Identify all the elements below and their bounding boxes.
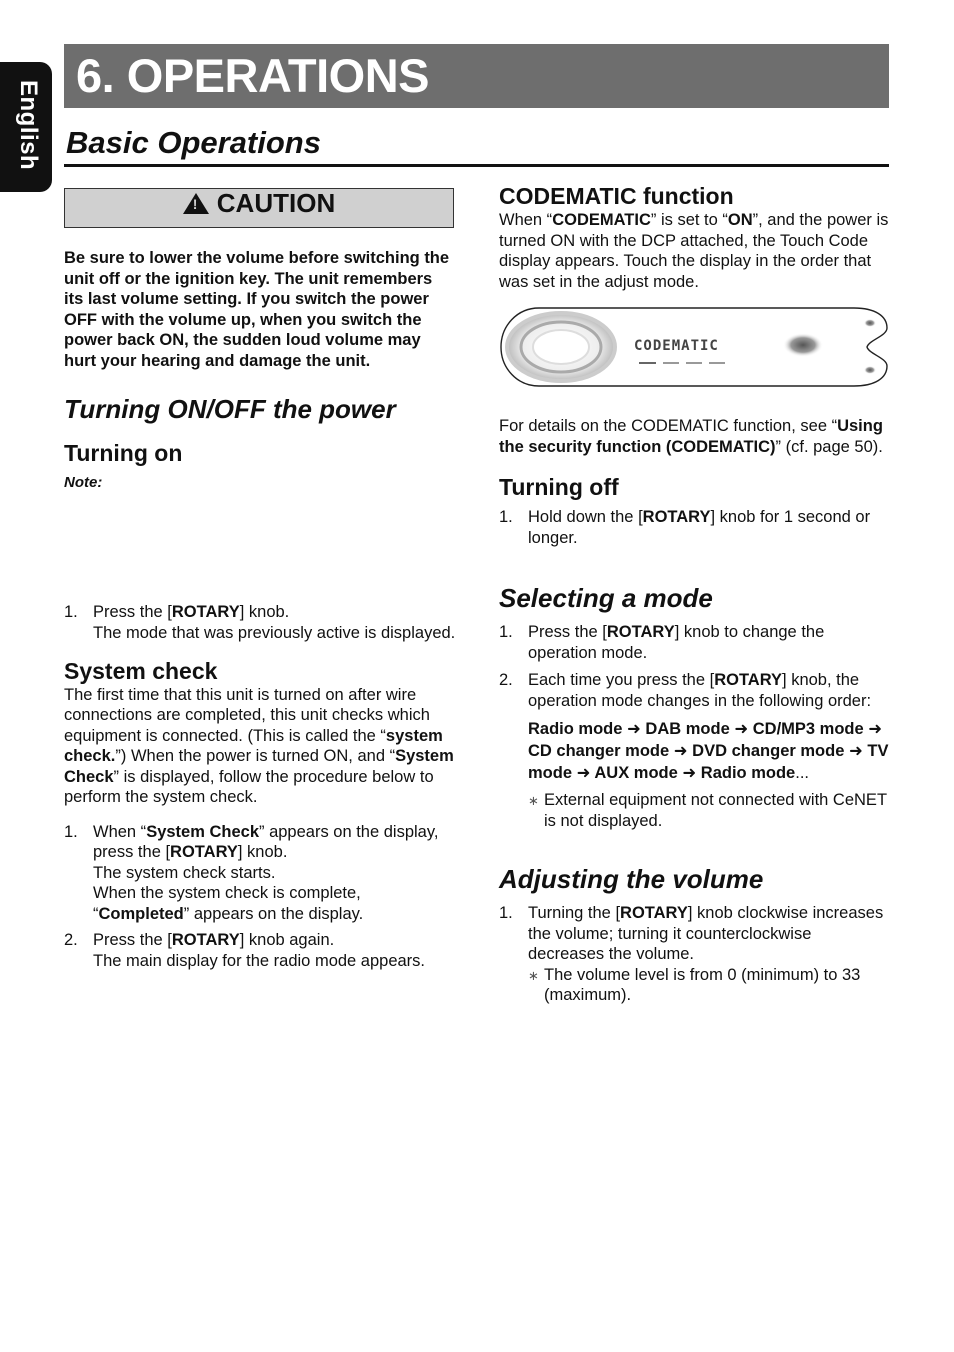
note-label: Note: — [64, 474, 103, 491]
mode-note: ∗ External equipment not connected with CeNET is not displayed. — [528, 791, 887, 830]
mode-sequence: Radio mode ➜ DAB mode ➜ CD/MP3 mode ➜ CD changer mode ➜ DVD changer mode ➜ TV mode ➜ AUX mode ➜ Radio mode... — [528, 720, 889, 782]
codematic-display-text: CODEMATIC — [634, 338, 719, 354]
adjusting-volume-steps — [499, 903, 891, 1006]
caution-box — [64, 188, 454, 228]
turning-on-steps — [64, 602, 456, 644]
list-item: 2. Each time you press the [ROTARY] knob, the operation mode changes in the following order: Radio mode ➜ DAB mode ➜ CD/MP3 mode ➜ CD changer mode ➜ DVD changer mode ➜ TV mode ➜ AUX mode ➜ Radio mode... ∗ External equipment not connected with CeNET is not displayed. — [499, 670, 891, 831]
caution-text: Be sure to lower the volume before switching the unit off or the ignition key. The unit remembers its last volume setting. If you switch the power OFF with the volume up, when you switch the power back ON, the sudden loud volume may hurt your hearing and damage the unit. — [64, 249, 450, 370]
section-header — [64, 122, 889, 167]
codematic-details: For details on the CODEMATIC function, see “Using the security function (CODEMATIC)” (cf. page 50). — [499, 417, 883, 456]
list-item: 1. Press the [ROTARY] knob. The mode that was previously active is displayed. — [64, 602, 456, 642]
section-title: Basic Operations — [66, 125, 321, 160]
language-tab-label: English — [15, 80, 42, 171]
caution-label: CAUTION — [216, 188, 336, 218]
codematic-display-illustration — [499, 306, 889, 388]
turning-on-heading: Turning on — [64, 440, 183, 466]
turning-off-steps — [499, 507, 891, 548]
list-item: 1. Turning the [ROTARY] knob clockwise increases the volume; turning it counterclockwise decreases the volume. ∗ The volume level is from 0 (minimum) to 33 (maximum). — [499, 903, 891, 1006]
left-column — [64, 188, 456, 971]
chapter-header — [64, 44, 889, 108]
turning-off-heading: Turning off — [499, 474, 619, 500]
system-check-steps — [64, 822, 456, 972]
list-item: 1. When “System Check” appears on the display, press the [ROTARY] knob. The system check starts. When the system check is complete, “Completed” appears on the display. — [64, 822, 439, 923]
codematic-text: When “CODEMATIC” is set to “ON”, and the power is turned ON with the DCP attached, the Touch Code display appears. Touch the display in the order that was set in the adjust mode. — [499, 211, 889, 291]
turning-power-heading: Turning ON/OFF the power — [64, 394, 396, 424]
selecting-mode-steps — [499, 622, 891, 831]
codematic-heading: CODEMATIC function — [499, 183, 734, 209]
selecting-mode-heading: Selecting a mode — [499, 583, 713, 613]
list-item: 1. Press the [ROTARY] knob to change the operation mode. — [499, 623, 825, 662]
system-check-heading: System check — [64, 657, 218, 684]
list-item: 1. Hold down the [ROTARY] knob for 1 second or longer. — [499, 508, 871, 547]
right-column — [499, 182, 891, 1006]
volume-note: ∗ The volume level is from 0 (minimum) to 33 (maximum). — [528, 965, 861, 1004]
chapter-title: 6. OPERATIONS — [76, 49, 430, 102]
system-check-intro: The first time that this unit is turned on after wire connections are completed, this unit checks which equipment is connected. (This is called the “system check.”) When the power is turned ON, and “System Check” is displayed, follow the procedure below to perform the system check. — [64, 685, 454, 806]
language-tab — [0, 62, 52, 192]
adjusting-volume-heading: Adjusting the volume — [499, 864, 764, 894]
list-item: 2. Press the [ROTARY] knob again. The main display for the radio mode appears. — [64, 931, 426, 970]
codematic-display-graphic — [499, 306, 889, 388]
warning-icon — [183, 193, 209, 214]
